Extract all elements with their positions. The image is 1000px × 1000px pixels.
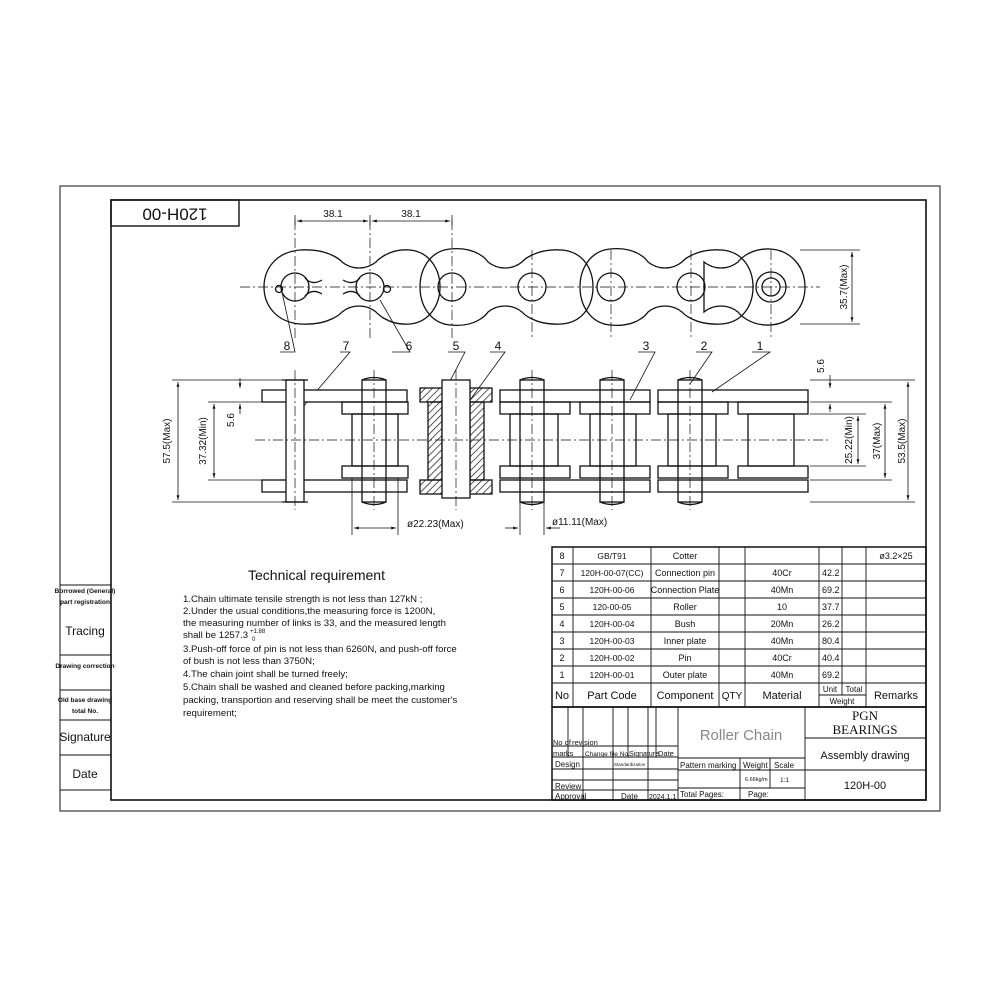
bom-cell-mat: 40Mn [770, 670, 794, 680]
bom-head-no: No [554, 690, 570, 702]
tech-line-3: the measuring number of links is 33, and the measured length [183, 618, 446, 629]
bom-cell-comp: Bush [674, 619, 696, 629]
dim-width-53: 53.5(Max) [897, 418, 908, 464]
rotated-title-text: 120H-00 [142, 204, 208, 224]
bom-cell-unit: 26.2 [822, 619, 840, 629]
pitch-dimensions [295, 215, 860, 324]
tb-date: Date [658, 749, 674, 758]
chain-plan-view [262, 378, 808, 505]
tb-approval: Approval [555, 792, 587, 801]
tech-line-7: 4.The chain joint shall be turned freely; [183, 669, 348, 680]
tb-drawing-no: 120H-00 [843, 780, 887, 792]
bom-cell-code: 120-00-05 [592, 602, 632, 612]
bom-cell-mat: 40Mn [770, 585, 794, 595]
bom-cell-code: GB/T91 [597, 551, 627, 561]
tb-part-name: Roller Chain [699, 727, 783, 744]
tb-page: Page: [748, 790, 769, 799]
balloon-7: 7 [342, 339, 350, 353]
bom-cell-mat: 40Cr [772, 653, 792, 663]
bom-head-unit: Unit [822, 685, 838, 694]
tb-date2: Date [621, 792, 638, 801]
label-drawing-correction: Drawing correction [55, 663, 115, 670]
bom-cell-unit: 40.4 [822, 653, 840, 663]
balloon-8: 8 [283, 339, 291, 353]
dim-inner-width-min: 25.22(Min) [844, 416, 855, 464]
dim-plate-thick-right: 5.6 [816, 359, 827, 373]
bom-head-remarks: Remarks [873, 690, 919, 702]
bom-cell-unit: 42.2 [822, 568, 840, 578]
balloon-5: 5 [452, 339, 460, 353]
bom-cell-mat: 40Cr [772, 568, 792, 578]
bom-cell-mat: 10 [776, 602, 788, 612]
tb-year: 2024.1.1 [649, 794, 677, 801]
bom-cell-mat: 20Mn [770, 619, 794, 629]
tb-drawing-type: Assembly drawing [820, 750, 910, 762]
tb-pattern-marking: Pattern marking [680, 761, 737, 770]
bom-cell-no: 5 [559, 602, 565, 612]
tb-design: Design [555, 760, 580, 769]
balloon-6: 6 [405, 339, 413, 353]
bom-head-weight: Weight [829, 697, 855, 706]
tech-line-1: 1.Chain ultimate tensile strength is not less than 127kN ; [183, 594, 423, 605]
bom-cell-comp: Inner plate [663, 636, 707, 646]
bom-cell-code: 120H-00-02 [589, 653, 635, 663]
bom-cell-no: 7 [559, 568, 565, 578]
bom-cell-comp: Pin [678, 653, 692, 663]
bom-cell-comp: Cotter [672, 551, 698, 561]
label-part-registration: part registration [60, 599, 110, 606]
bom-cell-code: 120H-00-03 [589, 636, 635, 646]
bom-head-comp: Component [656, 690, 714, 702]
label-tracing: Tracing [65, 624, 105, 638]
tech-line-10: requirement; [183, 708, 237, 719]
dim-width-inner: 37.32(Min) [198, 417, 209, 465]
bom-cell-no: 3 [559, 636, 565, 646]
bom-cell-comp: Roller [673, 602, 697, 612]
tb-total-pages: Total Pages: [680, 790, 725, 799]
tb-revision: revision [572, 738, 598, 747]
bom-head-qty: QTY [721, 691, 743, 702]
left-margin-block [55, 585, 116, 790]
bom-cell-code: 120H-00-04 [589, 619, 635, 629]
tb-change-file: Change file No. [585, 751, 630, 758]
bom-cell-comp: Connection Plate [650, 585, 720, 595]
tb-no-of: No of [553, 738, 571, 747]
balloon-2: 2 [700, 339, 708, 353]
bom-cell-mat: 40Mn [770, 636, 794, 646]
label-date: Date [72, 767, 98, 781]
tb-scale-val: 1:1 [780, 777, 790, 784]
bom-head-total: Total [845, 685, 863, 694]
label-total-no: total No. [72, 708, 98, 715]
title-block-text [553, 708, 910, 801]
tech-line-5: 3.Push-off force of pin is not less than 6260N, and push-off force [183, 644, 457, 655]
bom-cell-unit: 37.7 [822, 602, 840, 612]
bom-cell-comp: Connection pin [654, 568, 716, 578]
tb-company-2: BEARINGS [832, 722, 898, 737]
dim-plate-height: 35.7(Max) [839, 264, 850, 310]
bom-cell-no: 6 [559, 585, 565, 595]
bom-cell-unit: 69.2 [822, 670, 840, 680]
tech-line-9: packing, transportion and reserving shall be meet the customer's [183, 695, 458, 706]
dim-width-total: 57.5(Max) [162, 418, 173, 464]
bom-cell-no: 1 [559, 670, 565, 680]
bom-head-code: Part Code [587, 690, 637, 702]
tb-standardization: Standardization [614, 762, 646, 767]
bom-rows [559, 551, 912, 680]
dim-roller-dia: ø22.23(Max) [407, 519, 464, 530]
tb-marks: marks [553, 749, 574, 758]
tech-line-4: shall be 1257.3 [183, 630, 249, 641]
tb-weight-val: 6.66kg/m [745, 777, 768, 783]
dim-width-37: 37(Max) [872, 422, 883, 460]
bom-cell-code: 120H-00-01 [589, 670, 635, 680]
bom-cell-code: 120H-00-07(CC) [580, 568, 644, 578]
balloon-4: 4 [494, 339, 502, 353]
label-borrowed: Borrowed (General) [54, 588, 116, 595]
tb-company-1: PGN [851, 708, 879, 723]
tech-line-6: of bush is not less than 3750N; [183, 656, 315, 667]
tech-tol-upper: +1.88 [250, 629, 266, 635]
dim-pin-dia: ø11.11(Max) [552, 517, 608, 528]
tb-scale: Scale [774, 761, 795, 770]
dim-pitch-a: 38.1 [323, 209, 343, 220]
tech-line-8: 5.Chain shall be washed and cleaned before packing,marking [183, 682, 445, 693]
bom-cell-unit: 69.2 [822, 585, 840, 595]
tech-line-2: 2.Under the usual conditions,the measuring force is 1200N, [183, 606, 436, 617]
bom-head-mat: Material [762, 690, 802, 702]
balloon-3: 3 [642, 339, 650, 353]
tb-signature: Signature [629, 751, 659, 758]
tech-heading: Technical requirement [248, 567, 385, 583]
bom-cell-code: 120H-00-06 [589, 585, 635, 595]
tb-weight: Weight [743, 761, 768, 770]
bom-cell-no: 2 [559, 653, 565, 663]
bom-cell-no: 8 [559, 551, 565, 561]
bom-cell-comp: Outer plate [662, 670, 708, 680]
balloon-1: 1 [756, 339, 764, 353]
bom-cell-rem: ø3.2×25 [879, 551, 913, 561]
bom-header [555, 685, 919, 706]
label-signature: Signature [59, 730, 111, 744]
bom-cell-unit: 80.4 [822, 636, 840, 646]
dim-plate-thick-left: 5.6 [226, 413, 237, 427]
tech-tol-lower: 0 [252, 637, 256, 643]
bom-cell-no: 4 [559, 619, 565, 629]
dim-pitch-b: 38.1 [401, 209, 421, 220]
label-old-base: Old base drawing [57, 697, 113, 704]
tech-lines [183, 594, 458, 719]
tb-review: Review [555, 782, 582, 791]
